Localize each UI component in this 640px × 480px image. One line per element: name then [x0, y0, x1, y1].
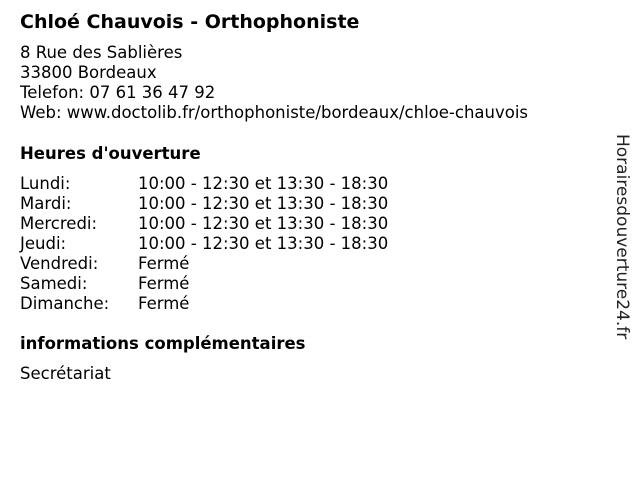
- day-label: Mardi:: [20, 194, 72, 213]
- hours-value: 10:00 - 12:30 et 13:30 - 18:30: [138, 214, 389, 233]
- hours-value: 10:00 - 12:30 et 13:30 - 18:30: [138, 234, 389, 253]
- additional-info-text: Secrétariat: [20, 364, 111, 383]
- hours-row-jeudi: [20, 234, 388, 254]
- day-label: Jeudi:: [20, 234, 67, 253]
- day-label: Lundi:: [20, 174, 71, 193]
- page-title: Chloé Chauvois - Orthophoniste: [20, 11, 360, 33]
- day-label: Mercredi:: [20, 214, 98, 233]
- phone-number: Telefon: 07 61 36 47 92: [20, 83, 216, 102]
- hours-row-lundi: [20, 174, 388, 194]
- website-url: Web: www.doctolib.fr/orthophoniste/bordeaux/chloe-chauvois: [20, 103, 529, 122]
- day-label: Vendredi:: [20, 254, 99, 273]
- hours-row-vendredi: [20, 254, 388, 274]
- day-label: Samedi:: [20, 274, 88, 293]
- opening-hours-heading: Heures d'ouverture: [20, 144, 201, 163]
- hours-row-samedi: [20, 274, 388, 294]
- day-label: Dimanche:: [20, 294, 110, 313]
- hours-row-mercredi: [20, 214, 388, 234]
- hours-value: Fermé: [138, 274, 190, 293]
- hours-value: 10:00 - 12:30 et 13:30 - 18:30: [138, 174, 389, 193]
- opening-hours-table: [20, 174, 388, 314]
- hours-value: Fermé: [138, 294, 190, 313]
- hours-row-mardi: [20, 194, 388, 214]
- address-block: [20, 43, 528, 123]
- additional-info-heading: informations complémentaires: [20, 334, 306, 353]
- street-address: 8 Rue des Sablières: [20, 43, 183, 62]
- hours-value: Fermé: [138, 254, 190, 273]
- site-watermark: Horairesdouverture24.fr: [612, 134, 632, 340]
- city-postcode: 33800 Bordeaux: [20, 63, 157, 82]
- hours-row-dimanche: [20, 294, 388, 314]
- hours-value: 10:00 - 12:30 et 13:30 - 18:30: [138, 194, 389, 213]
